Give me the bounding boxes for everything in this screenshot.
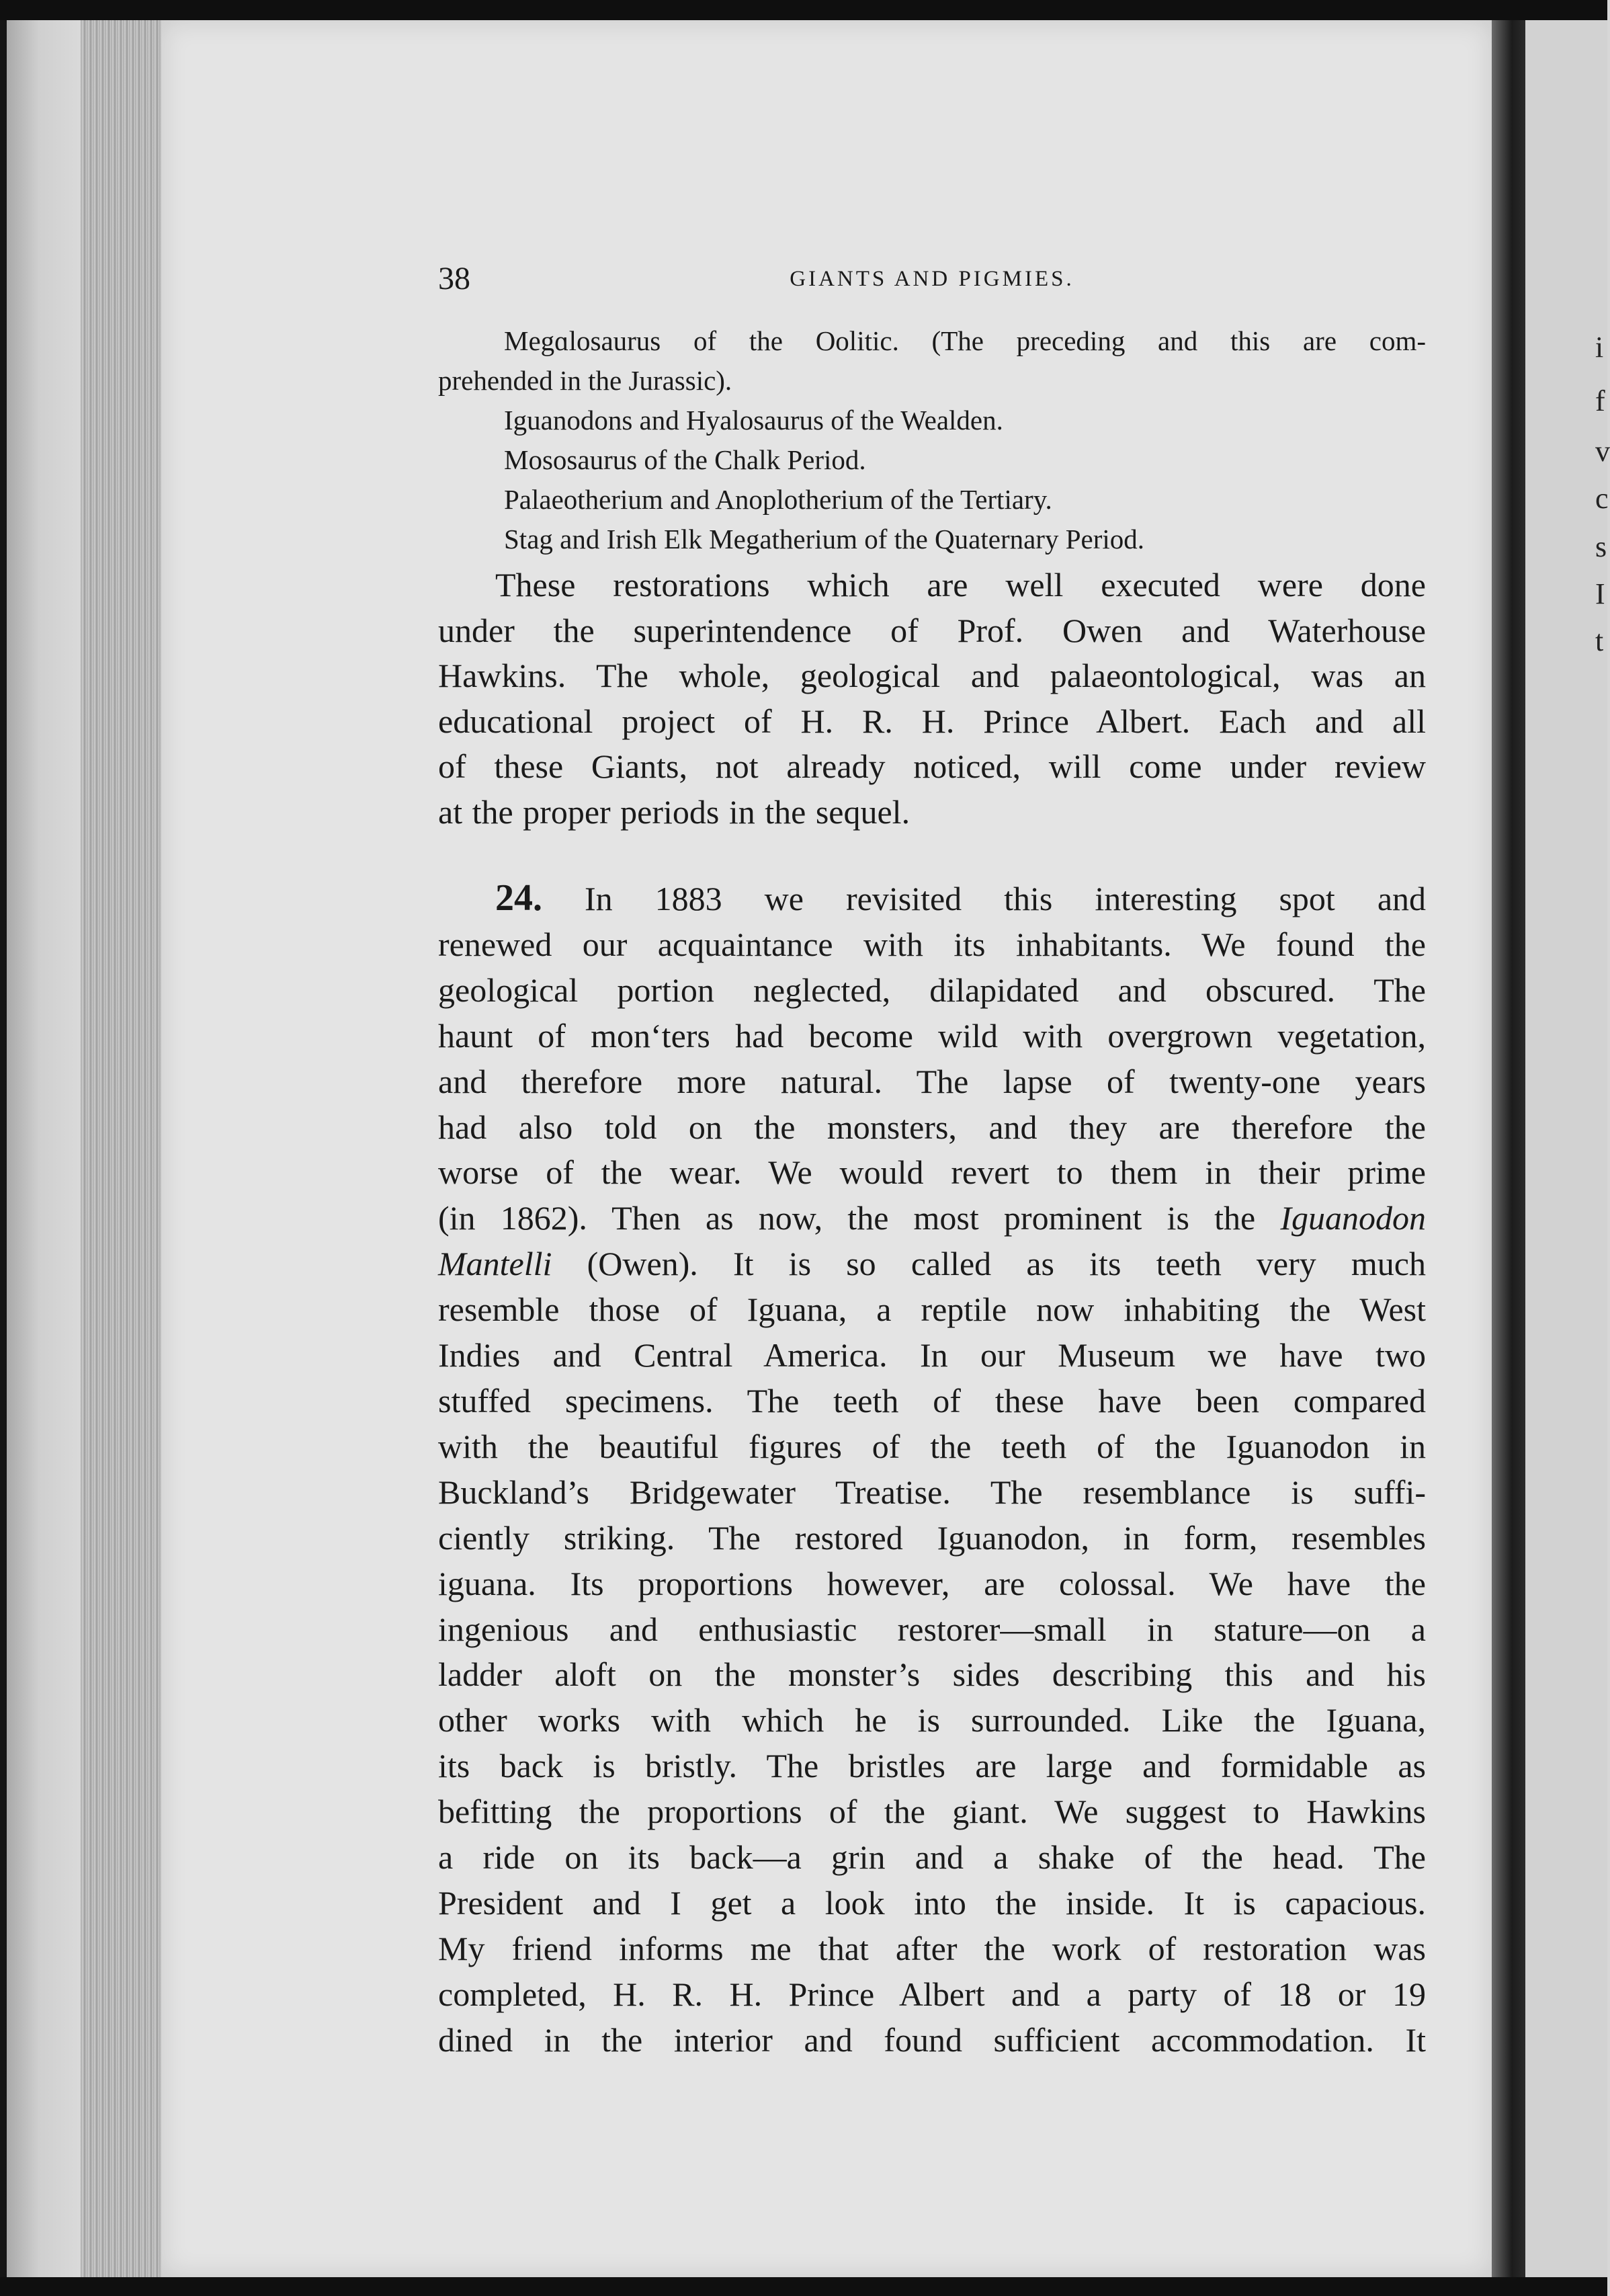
text-line: ingenious and enthusiastic restorer—small in stature—on a: [438, 1610, 1426, 1648]
facing-letter: v: [1595, 435, 1610, 468]
running-head: [438, 259, 1426, 299]
text-line: with the beautiful figures of the teeth of the Iguanodon in: [438, 1427, 1426, 1465]
text-line: Indies and Central America. In our Museum we have two: [438, 1336, 1426, 1375]
list-line: Megɑlosaurus of the Oolitic. (The preceding and this are com-: [504, 325, 1426, 356]
restorations-list: [438, 321, 1426, 559]
text-line: completed, H. R. H. Prince Albert and a party of 18 or 19: [438, 1975, 1426, 2013]
text-line: Hawkins. The whole, geological and palaeontological, was an: [438, 657, 1426, 695]
page-edges: [81, 0, 161, 2296]
list-line: Mososaurus of the Chalk Period.: [504, 444, 866, 475]
text-line: under the superintendence of Prof. Owen and Waterhouse: [438, 611, 1426, 649]
facing-letter: I: [1595, 577, 1605, 610]
text-line: These restorations which are well executed were done: [495, 566, 1426, 604]
text-line: President and I get a look into the inside. It is capacious.: [438, 1883, 1426, 1922]
text-line: [438, 876, 1426, 922]
facing-letter: c: [1595, 482, 1609, 515]
list-line: Iguanodons and Hyalosaurus of the Wealden.: [504, 405, 1003, 436]
text-line: haunt of monʻters had become wild with overgrown vegetation,: [438, 1016, 1426, 1055]
bottom-scan-band: [0, 2277, 1607, 2296]
list-line: Palaeotherium and Anoplotherium of the Tertiary.: [504, 484, 1052, 515]
italic-species: Mantelli: [438, 1245, 552, 1283]
text-span: In 1883 we revisited this interesting spot and: [585, 880, 1427, 917]
text-line: had also told on the monsters, and they are therefore the: [438, 1108, 1426, 1146]
text-line: of these Giants, not already noticed, will come under review: [438, 747, 1426, 786]
text-line: other works with which he is surrounded. Like the Iguana,: [438, 1701, 1426, 1739]
text-line: and therefore more natural. The lapse of twenty-one years: [438, 1062, 1426, 1100]
page-number: 38: [438, 261, 470, 296]
text-line: stuffed specimens. The teeth of these have been compared: [438, 1381, 1426, 1420]
text-line: renewed our acquaintance with its inhabitants. We found the: [438, 925, 1426, 963]
text-line: iguana. Its proportions however, are colossal. We have the: [438, 1564, 1426, 1602]
paragraph-restorations: [438, 563, 1426, 835]
facing-letter: i: [1595, 331, 1604, 364]
list-line: prehended in the Jurassic).: [438, 365, 732, 396]
text-line: [438, 1196, 1426, 1241]
list-line: Stag and Irish Elk Megatherium of the Quaternary Period.: [504, 524, 1144, 555]
text-line: ladder aloft on the monster’s sides describing this and his: [438, 1655, 1426, 1694]
text-line: resemble those of Iguana, a reptile now inhabiting the West: [438, 1290, 1426, 1329]
facing-letter: s: [1595, 530, 1607, 563]
text-line: ciently striking. The restored Iguanodon, in form, resembles: [438, 1518, 1426, 1557]
text-line: dined in the interior and found sufficient accommodation. It: [438, 2020, 1426, 2059]
italic-genus: Iguanodon: [1280, 1199, 1427, 1237]
paragraph-section-24: [438, 876, 1426, 2063]
facing-page-fragment: [1525, 20, 1610, 2277]
text-line: at the proper periods in the sequel.: [438, 792, 910, 831]
binding-gutter: [1492, 20, 1525, 2277]
section-number: 24.: [495, 877, 542, 919]
text-line: Buckland’s Bridgewater Treatise. The resemblance is suffi-: [438, 1473, 1426, 1511]
text-line: geological portion neglected, dilapidated and obscured. The: [438, 971, 1426, 1009]
facing-letter: f: [1595, 384, 1605, 417]
text-line: befitting the proportions of the giant. We suggest to Hawkins: [438, 1793, 1426, 1831]
text-line: [438, 1241, 1426, 1287]
top-scan-band: [0, 0, 1607, 20]
text-span: (Owen). It is so called as its teeth very much: [587, 1245, 1427, 1283]
running-head-title: GIANTS AND PIGMIES.: [790, 267, 1074, 291]
text-line: a ride on its back—a grin and a shake of the head. The: [438, 1838, 1426, 1877]
text-line: My friend informs me that after the work of restoration was: [438, 1929, 1426, 1967]
facing-letter: t: [1595, 624, 1604, 657]
text-span: (in 1862). Then as now, the most prominent is the: [438, 1199, 1256, 1237]
text-line: educational project of H. R. H. Prince Albert. Each and all: [438, 702, 1426, 740]
text-line: its back is bristly. The bristles are large and formidable as: [438, 1747, 1426, 1785]
text-line: worse of the wear. We would revert to them in their prime: [438, 1153, 1426, 1192]
